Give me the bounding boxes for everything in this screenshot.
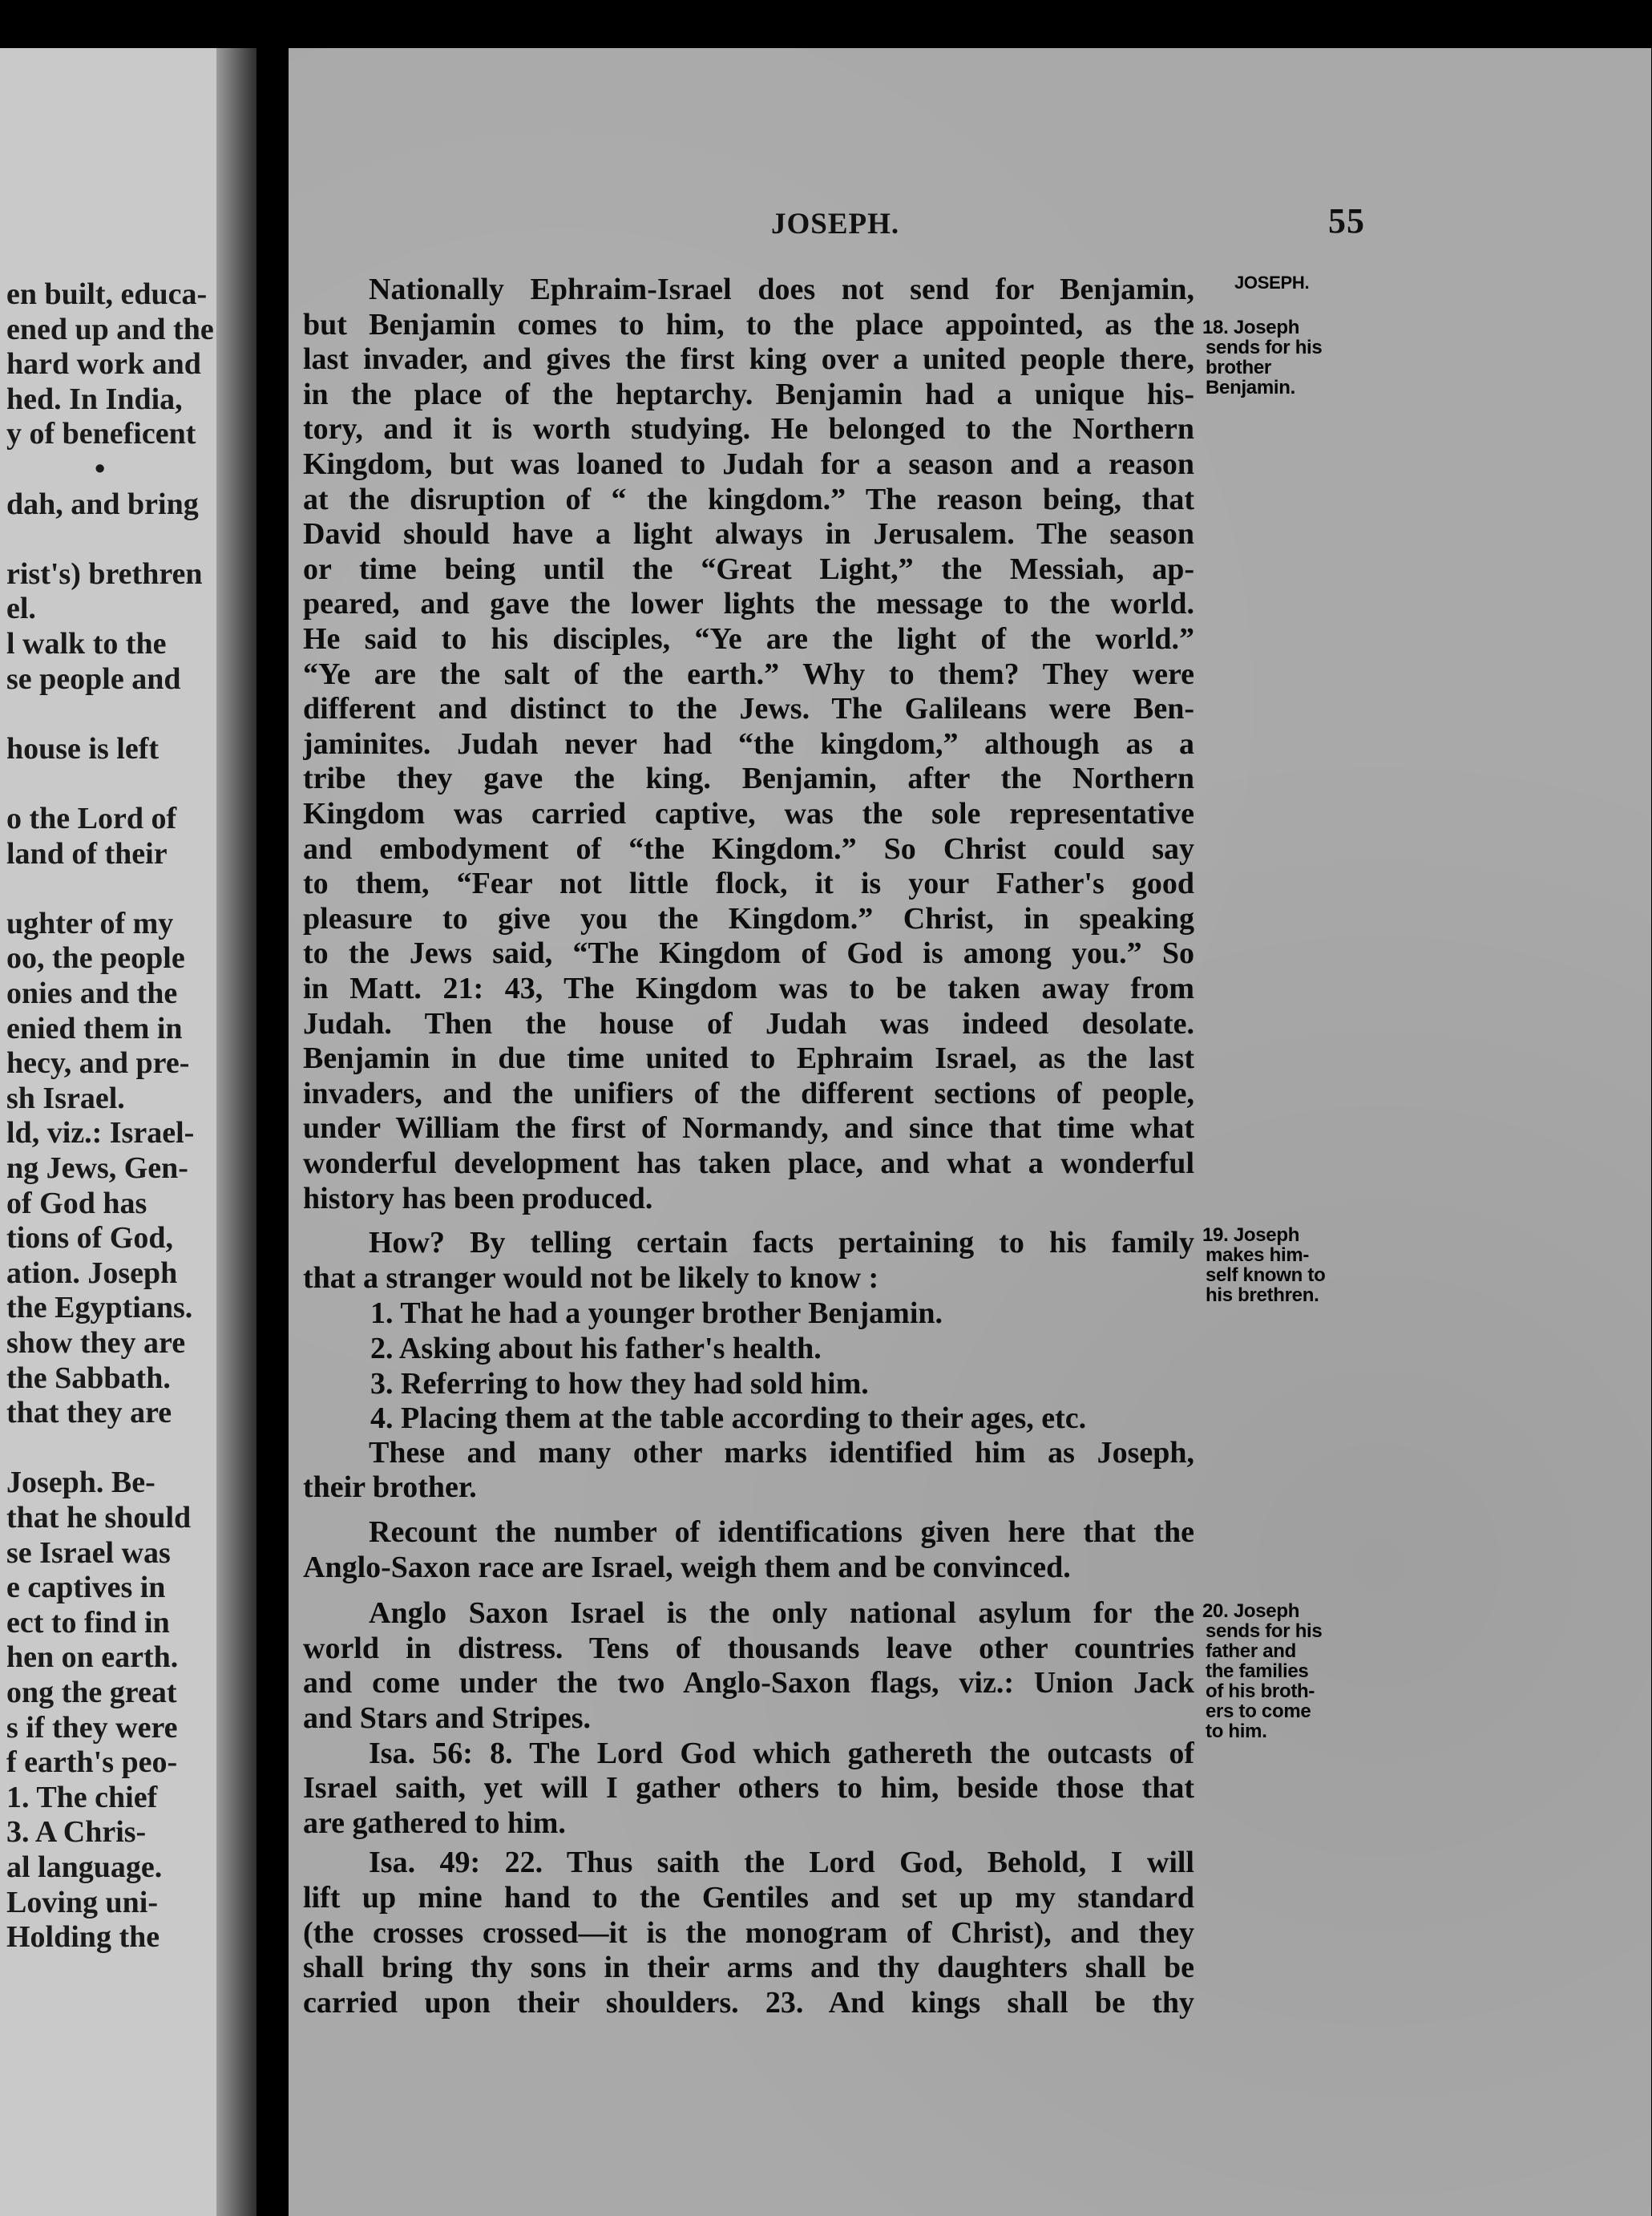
- paragraph-1-line: in Matt. 21: 43, The Kingdom was to be taken away from: [303, 972, 1194, 1005]
- margin-note-line: 19. Joseph: [1202, 1224, 1300, 1246]
- left-page-fragment: [0, 48, 244, 2216]
- margin-note-line: JOSEPH.: [1234, 273, 1310, 293]
- left-page-line: y of beneficent: [6, 417, 196, 451]
- paragraph-1-line: David should have a light always in Jerusalem. The season: [303, 517, 1194, 552]
- left-page-line: tions of God,: [6, 1221, 173, 1256]
- left-page-line: al language.: [6, 1850, 163, 1884]
- paragraph-2-line: their brother.: [303, 1470, 477, 1505]
- left-page-line: se Israel was: [6, 1535, 171, 1570]
- paragraph-6-line: shall bring thy sons in their arms and thy daughters shall be: [303, 1951, 1194, 1985]
- left-page-line: enied them in: [6, 1011, 183, 1045]
- left-page-line: hecy, and pre-: [6, 1046, 190, 1081]
- paragraph-3-line: Recount the number of identifications given here that the: [369, 1515, 1194, 1549]
- margin-note-line: Benjamin.: [1206, 377, 1295, 398]
- left-page-line: en built, educa-: [6, 277, 208, 311]
- left-page-line: oo, the people: [6, 941, 185, 976]
- margin-note-line: 18. Joseph: [1202, 317, 1300, 338]
- identification-list-item: 2. Asking about his father's health.: [370, 1332, 822, 1365]
- scan-border-top: [0, 0, 1652, 48]
- paragraph-2-line: that a stranger would not be likely to know :: [303, 1260, 879, 1295]
- left-page-line: hed. In India,: [6, 382, 183, 416]
- paragraph-4-line: and Stars and Stripes.: [303, 1701, 591, 1735]
- left-page-line: ong the great: [6, 1676, 177, 1709]
- left-page-line: Loving uni-: [6, 1885, 159, 1919]
- left-page-line: 3. A Chris-: [6, 1815, 147, 1850]
- paragraph-1-line: Judah. Then the house of Judah was indeed desolate.: [303, 1006, 1194, 1041]
- left-page-line: that he should: [6, 1501, 192, 1535]
- paragraph-1-line: tribe they gave the king. Benjamin, after the Northern: [303, 762, 1194, 796]
- paragraph-1-line: last invader, and gives the first king over a united people there,: [303, 342, 1194, 377]
- paragraph-1-line: different and distinct to the Jews. The Galileans were Ben-: [303, 692, 1194, 726]
- left-page-line: e captives in: [6, 1571, 166, 1605]
- margin-note-line: his brethren.: [1206, 1284, 1319, 1306]
- paragraph-4-line: Anglo Saxon Israel is the only national asylum for the: [369, 1596, 1194, 1631]
- left-page-line: •: [95, 452, 106, 486]
- paragraph-5-line: are gathered to him.: [303, 1806, 566, 1840]
- left-page-line: ughter of my: [6, 906, 174, 940]
- margin-note-line: 20. Joseph: [1202, 1600, 1300, 1623]
- margin-note-line: of his broth-: [1206, 1680, 1315, 1703]
- margin-note: [1234, 273, 1419, 293]
- left-page-line: the Egyptians.: [6, 1291, 193, 1325]
- margin-note-line: sends for his: [1206, 1620, 1323, 1643]
- paragraph-1-line: under William the first of Normandy, and since that time what: [303, 1111, 1194, 1146]
- paragraph-1-line: “Ye are the salt of the earth.” Why to them? They were: [303, 657, 1194, 691]
- left-page-line: Joseph. Be-: [6, 1466, 156, 1500]
- left-page-line: ect to find in: [6, 1605, 170, 1640]
- margin-note-line: sends for his: [1206, 337, 1323, 358]
- left-page-line: dah, and bring: [6, 487, 199, 521]
- paragraph-3-line: Anglo-Saxon race are Israel, weigh them and be convinced.: [303, 1550, 1071, 1584]
- left-page-line: 1. The chief: [6, 1780, 158, 1814]
- paragraph-1-line: Kingdom was carried captive, was the sole representative: [303, 797, 1194, 831]
- margin-note: [1202, 317, 1387, 398]
- paragraph-6-line: Isa. 49: 22. Thus saith the Lord God, Behold, I will: [369, 1846, 1194, 1880]
- running-head: JOSEPH.: [771, 208, 900, 241]
- margin-note-line: self known to: [1206, 1264, 1326, 1286]
- paragraph-1-line: but Benjamin comes to him, to the place appointed, as the: [303, 307, 1194, 342]
- left-page-line: of God has: [6, 1186, 147, 1220]
- paragraph-1-line: to them, “Fear not little flock, it is your Father's good: [303, 867, 1194, 901]
- paragraph-1-line: jaminites. Judah never had “the kingdom,” although as a: [303, 726, 1194, 761]
- left-page-line: se people and: [6, 661, 181, 696]
- paragraph-2-line: These and many other marks identified him as Joseph,: [369, 1435, 1194, 1470]
- book-binding: [256, 48, 289, 2216]
- paragraph-1-line: to the Jews said, “The Kingdom of God is among you.” So: [303, 936, 1194, 971]
- paragraph-6-line: carried upon their shoulders. 23. And kings shall be thy: [303, 1985, 1194, 2020]
- identification-list-item: 4. Placing them at the table according to their ages, etc.: [370, 1401, 1087, 1436]
- paragraph-1-line: invaders, and the unifiers of the different sections of people,: [303, 1076, 1194, 1110]
- left-page-line: ened up and the: [6, 312, 214, 346]
- paragraph-1-line: history has been produced.: [303, 1181, 653, 1215]
- paragraph-1-line: or time being until the “Great Light,” the Messiah, ap-: [303, 552, 1194, 586]
- paragraph-1-line: He said to his disciples, “Ye are the light of the world.”: [303, 622, 1194, 656]
- left-page-gutter-shadow: [216, 48, 258, 2216]
- page-number: 55: [1328, 201, 1365, 241]
- paragraph-1-line: at the disruption of “ the kingdom.” The reason being, that: [303, 482, 1194, 516]
- margin-note-line: the families: [1206, 1660, 1309, 1683]
- paragraph-1-line: pleasure to give you the Kingdom.” Christ, in speaking: [303, 901, 1194, 936]
- left-page-line: house is left: [6, 731, 159, 766]
- left-page-line: o the Lord of: [6, 802, 177, 835]
- margin-note: [1202, 1225, 1387, 1305]
- paragraph-4-line: world in distress. Tens of thousands leave other countries: [303, 1631, 1194, 1665]
- left-page-line: show they are: [6, 1326, 186, 1360]
- identification-list-item: 1. That he had a younger brother Benjamin.: [370, 1296, 943, 1331]
- left-page-line: hard work and: [6, 347, 201, 382]
- paragraph-1-line: in the place of the heptarchy. Benjamin had a unique his-: [303, 377, 1194, 411]
- paragraph-1-line: Kingdom, but was loaned to Judah for a season and a reason: [303, 447, 1194, 481]
- margin-note-line: ers to come: [1206, 1700, 1311, 1723]
- left-page-line: the Sabbath.: [6, 1361, 171, 1395]
- left-page-line: hen on earth.: [6, 1640, 179, 1675]
- left-page-line: l walk to the: [6, 627, 167, 661]
- margin-note: [1202, 1601, 1387, 1741]
- margin-note-line: father and: [1206, 1640, 1297, 1663]
- left-page-line: sh Israel.: [6, 1081, 125, 1115]
- left-page-line: ation. Joseph: [6, 1256, 178, 1290]
- margin-note-line: makes him-: [1206, 1244, 1310, 1266]
- left-page-line: Holding the: [6, 1920, 160, 1955]
- paragraph-5-line: Israel saith, yet will I gather others to him, beside those that: [303, 1771, 1194, 1806]
- left-page-line: land of their: [6, 836, 168, 871]
- paragraph-1-line: Benjamin in due time united to Ephraim Israel, as the last: [303, 1041, 1194, 1076]
- paragraph-1-line: wonderful development has taken place, and what a wonderful: [303, 1146, 1194, 1180]
- paragraph-6-line: lift up mine hand to the Gentiles and set up my standard: [303, 1881, 1194, 1915]
- paragraph-4-line: and come under the two Anglo-Saxon flags, viz.: Union Jack: [303, 1666, 1194, 1700]
- left-page-line: ld, viz.: Israel-: [6, 1116, 195, 1150]
- paragraph-1-line: tory, and it is worth studying. He belonged to the Northern: [303, 412, 1194, 447]
- paragraph-6-line: (the crosses crossed—it is the monogram of Christ), and they: [303, 1915, 1194, 1950]
- left-page-line: onies and the: [6, 977, 178, 1010]
- margin-note-line: to him.: [1206, 1721, 1267, 1743]
- paragraph-1-line: Nationally Ephraim-Israel does not send for Benjamin,: [369, 273, 1194, 306]
- left-page-line: rist's) brethren: [6, 556, 203, 591]
- left-page-line: s if they were: [6, 1710, 178, 1745]
- left-page-line: ng Jews, Gen-: [6, 1151, 188, 1185]
- paragraph-2-line: How? By telling certain facts pertaining to his family: [369, 1226, 1194, 1260]
- left-page-line: f earth's peo-: [6, 1745, 178, 1780]
- paragraph-5-line: Isa. 56: 8. The Lord God which gathereth the outcasts of: [369, 1736, 1194, 1770]
- paragraph-1-line: peared, and gave the lower lights the message to the world.: [303, 587, 1194, 621]
- identification-list-item: 3. Referring to how they had sold him.: [370, 1366, 869, 1401]
- left-page-line: that they are: [6, 1396, 172, 1430]
- margin-note-line: brother: [1206, 357, 1271, 378]
- paragraph-1-line: and embodyment of “the Kingdom.” So Christ could say: [303, 831, 1194, 866]
- left-page-line: el.: [6, 592, 36, 626]
